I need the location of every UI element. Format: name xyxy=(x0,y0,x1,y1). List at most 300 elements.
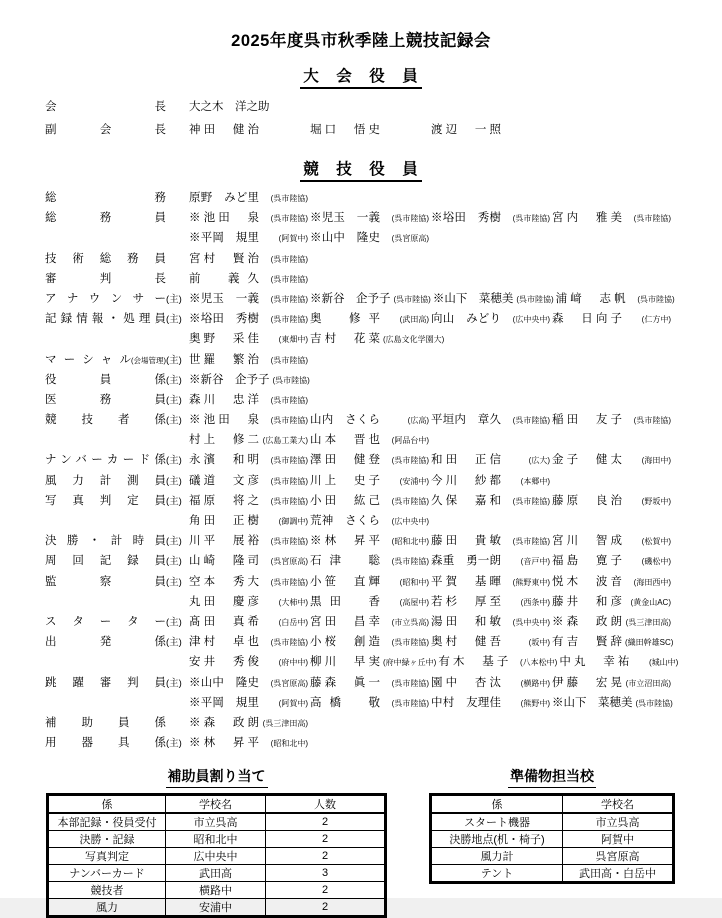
member xyxy=(431,451,552,467)
member-affiliation: (呉市陸協) xyxy=(512,416,550,426)
chief-marker: (主) xyxy=(166,394,182,406)
member-affiliation: (呉市陸協) xyxy=(270,638,308,648)
member-affiliation: (広島文化学園大) xyxy=(383,335,445,345)
member-name: ※山下 菜穂美 xyxy=(432,292,514,305)
member xyxy=(189,371,312,387)
member-name: 中丸 幸祐 xyxy=(559,656,630,669)
member-affiliation: (呉市陸協) xyxy=(512,496,550,506)
member-name: 村上 修二 xyxy=(189,434,259,447)
table-cell: 呉宮原高 xyxy=(563,848,674,865)
member xyxy=(189,98,310,114)
member xyxy=(431,573,552,589)
member-name: 奥野 采佳 xyxy=(189,333,259,346)
role-text: 決勝・計時員 xyxy=(45,535,166,548)
member-name: 稲田 友子 xyxy=(552,414,622,427)
chief-marker: (主) xyxy=(166,616,182,628)
members-line xyxy=(189,310,673,326)
members-line xyxy=(189,552,673,568)
role-text: 記録情報・処理員 xyxy=(45,313,166,326)
members-line xyxy=(189,351,310,367)
member-name: ※林 昇平 xyxy=(310,535,380,548)
role-note: (会場管理) xyxy=(131,355,166,365)
chief-marker: (主) xyxy=(166,637,182,649)
chief-marker: (主) xyxy=(166,314,182,326)
member xyxy=(431,593,552,609)
member-name: 石津 聡 xyxy=(310,555,380,568)
member xyxy=(189,512,310,528)
chief-marker: (主) xyxy=(166,293,182,305)
table-cell: 広中央中 xyxy=(166,848,266,865)
member xyxy=(552,674,673,690)
member xyxy=(438,653,559,669)
table-cell: ナンバーカード xyxy=(48,865,166,882)
member xyxy=(310,613,431,629)
member-affiliation: (呉市陸協) xyxy=(270,194,308,203)
member xyxy=(189,189,310,205)
member xyxy=(552,593,673,609)
member-affiliation: (呉市陸協) xyxy=(512,537,550,547)
official-row xyxy=(45,209,712,229)
role-text: 用器具係 xyxy=(45,737,166,750)
member-affiliation: (呉市陸協) xyxy=(270,274,308,284)
official-row xyxy=(45,472,712,492)
role-text: 会長 xyxy=(45,101,166,113)
member-name: 山本 晋也 xyxy=(310,434,380,447)
member-affiliation: (呉市陸協) xyxy=(270,294,308,304)
member-name: 角田 正樹 xyxy=(189,515,259,527)
member xyxy=(431,532,552,548)
role-text: 写真判定員 xyxy=(45,494,166,507)
member-name: 森川 忠洋 xyxy=(189,393,259,406)
members-line xyxy=(189,229,431,245)
members-line xyxy=(189,613,673,629)
section-heading-meet-officials xyxy=(0,64,722,89)
member xyxy=(310,290,433,306)
official-row xyxy=(45,573,712,593)
member-name: 礒道 文彦 xyxy=(189,474,259,487)
member-name: 永濱 和明 xyxy=(189,454,259,467)
members-line xyxy=(189,98,310,114)
members-line xyxy=(189,371,312,387)
official-row xyxy=(45,613,712,633)
member xyxy=(310,472,431,488)
member xyxy=(559,653,680,669)
member-affiliation: (呉市陸協) xyxy=(270,315,308,325)
official-row xyxy=(45,229,712,249)
official-row xyxy=(45,391,712,411)
member xyxy=(189,121,310,137)
member-name: 有吉 賢辞 xyxy=(552,636,622,649)
official-row xyxy=(45,250,712,270)
member-affiliation: (昭和北中) xyxy=(270,739,308,749)
member-name: 宮村 賢治 xyxy=(189,252,259,265)
official-row xyxy=(45,492,712,512)
member-name: 世羅 繁治 xyxy=(189,353,259,366)
member-affiliation: (音戸中) xyxy=(520,557,550,567)
table-row xyxy=(431,813,674,831)
member xyxy=(189,250,310,266)
member xyxy=(189,694,310,710)
member xyxy=(189,391,310,407)
member-name: ※森 政朗 xyxy=(189,716,259,729)
chief-marker: (主) xyxy=(166,475,182,487)
member-name: 向山 みどり xyxy=(431,313,501,326)
member xyxy=(310,674,431,690)
member-affiliation: (高屋中) xyxy=(399,597,429,607)
member xyxy=(189,451,310,467)
members-line xyxy=(189,290,677,306)
members-line xyxy=(189,573,673,589)
official-row xyxy=(45,734,712,754)
member-affiliation: (西条中) xyxy=(520,597,550,607)
official-row xyxy=(45,633,712,653)
role-label xyxy=(45,189,166,205)
member xyxy=(189,674,310,690)
table-cell: 市立呉高 xyxy=(166,813,266,831)
member-name: 森重 勇一朗 xyxy=(431,555,501,568)
member-name: ※児玉 一義 xyxy=(310,212,380,225)
member-name: 澤田 健登 xyxy=(310,454,380,467)
members-line xyxy=(189,593,673,609)
member-affiliation: (呉市陸協) xyxy=(270,476,308,486)
role-label xyxy=(45,371,166,387)
member-affiliation: (東畑中) xyxy=(278,335,308,345)
member-affiliation: (安浦中) xyxy=(399,476,429,486)
table-cell: 本部記録・役員受付 xyxy=(48,813,166,831)
table-row xyxy=(48,831,386,848)
member xyxy=(310,411,431,427)
member xyxy=(189,431,310,447)
role-text: ナンバーカード係 xyxy=(45,454,166,467)
member-affiliation: (呉市陸協) xyxy=(633,416,671,426)
assistant-table-title xyxy=(46,766,387,788)
member-affiliation: (城山中) xyxy=(649,658,679,668)
chief-marker: (主) xyxy=(166,354,182,366)
member xyxy=(310,633,431,649)
role-text: 跳躍審判員 xyxy=(45,676,166,689)
official-row xyxy=(45,431,712,451)
member xyxy=(189,653,310,669)
member-affiliation: (呉市陸協) xyxy=(270,416,308,426)
member-name: 悦木 波音 xyxy=(552,575,622,588)
role-text: 総務 xyxy=(45,192,166,204)
member-affiliation: (呉市陸協) xyxy=(270,577,308,587)
member xyxy=(310,451,431,467)
member xyxy=(189,209,310,225)
member-affiliation: (府中中) xyxy=(278,658,308,668)
member-name: 津村 卓也 xyxy=(189,636,259,649)
members-line xyxy=(189,391,310,407)
role-text: 役員係 xyxy=(45,373,166,386)
member-affiliation: (市立呉高) xyxy=(391,617,429,627)
table-cell: 風力計 xyxy=(431,848,563,865)
members-line xyxy=(189,532,673,548)
official-row xyxy=(45,411,712,431)
member-affiliation: (黄金山AC) xyxy=(630,597,671,607)
member-name: 藤田 貴敏 xyxy=(431,535,501,548)
table-row xyxy=(431,831,674,848)
member xyxy=(552,613,673,629)
member xyxy=(310,330,446,346)
members-line xyxy=(189,121,552,137)
equipment-table-title-text: 準備物担当校 xyxy=(508,766,596,788)
table-body xyxy=(431,813,674,883)
member-name: ※森 政朗 xyxy=(552,615,622,628)
member-name: 金子 健太 xyxy=(552,454,622,467)
role-label xyxy=(45,351,166,367)
official-row xyxy=(45,674,712,694)
member-affiliation: (呉市陸協) xyxy=(633,214,671,224)
member-name: ※平岡 規里 xyxy=(189,232,259,245)
member-name: 藤井 和彦 xyxy=(552,595,622,608)
chief-marker: (主) xyxy=(166,495,182,507)
members-line xyxy=(189,189,310,205)
member-affiliation: (市立沼田高) xyxy=(625,678,671,688)
member-affiliation: (呉市陸協) xyxy=(270,254,308,264)
member-name: 久保 嘉和 xyxy=(431,494,501,507)
member xyxy=(431,613,552,629)
member-name: ※山中 隆史 xyxy=(310,232,380,245)
role-label xyxy=(45,714,166,730)
members-line xyxy=(189,714,310,730)
role-label xyxy=(45,290,166,306)
role-text: 補助員係 xyxy=(45,716,166,729)
member-affiliation: (阿賀中) xyxy=(278,234,308,244)
member-name: ※﨏田 秀樹 xyxy=(189,313,259,326)
member-name: 宮内 雅美 xyxy=(552,212,622,225)
member xyxy=(310,593,431,609)
member-affiliation: (呉市陸協) xyxy=(270,456,308,466)
member-affiliation: (海田西中) xyxy=(633,577,671,587)
member-affiliation: (呉市陸協) xyxy=(272,375,310,385)
member-affiliation: (白岳中) xyxy=(278,617,308,627)
table-cell: 武田高・白岳中 xyxy=(563,865,674,883)
member-affiliation: (呉市陸協) xyxy=(391,496,429,506)
member xyxy=(310,492,431,508)
member-name: ※﨏田 秀樹 xyxy=(431,212,501,225)
member-affiliation: (広中央中) xyxy=(512,315,550,325)
member-name: 湯田 和敏 xyxy=(431,615,501,628)
members-line xyxy=(189,734,310,750)
table-header-row xyxy=(48,795,386,814)
role-text: 医務員 xyxy=(45,393,166,406)
member-name: 大之木 洋之助 xyxy=(189,101,270,113)
official-row xyxy=(45,552,712,572)
member-name: 浦﨑 志帆 xyxy=(555,292,626,305)
member-affiliation: (阿品台中) xyxy=(391,436,429,446)
document-title: 2025年度呉市秋季陸上競技記録会 xyxy=(231,32,491,50)
assistant-table-title-text: 補助員割り当て xyxy=(166,766,268,788)
member-affiliation: (呉市陸協) xyxy=(391,678,429,688)
role-label xyxy=(45,121,166,137)
member-affiliation: (呉市陸協) xyxy=(512,214,550,224)
members-line xyxy=(189,431,431,447)
member xyxy=(189,351,310,367)
assistant-allocation-block xyxy=(46,766,387,918)
member-affiliation: (呉市陸協) xyxy=(391,638,429,648)
meet-officials-heading: 大 会 役 員 xyxy=(300,64,422,89)
official-row xyxy=(45,351,712,371)
member-name: 小笹 直輝 xyxy=(310,575,380,588)
member-affiliation: (八本松中) xyxy=(520,658,558,668)
member-name: 安井 秀俊 xyxy=(189,656,259,669)
member xyxy=(431,674,552,690)
table-cell: 2 xyxy=(266,882,386,899)
table-cell: 市立呉高 xyxy=(563,813,674,831)
member xyxy=(189,492,310,508)
member-name: 小田 紘己 xyxy=(310,494,380,507)
table-header xyxy=(431,795,674,814)
member-name: 堀口 悟史 xyxy=(310,124,380,136)
member-name: ※児玉 一義 xyxy=(189,292,259,305)
member-name: 平垣内 章久 xyxy=(431,414,501,427)
role-text: 出発係 xyxy=(45,636,166,649)
member xyxy=(189,330,310,346)
role-label xyxy=(45,532,166,548)
chief-marker: (主) xyxy=(166,536,182,548)
member-affiliation: (大柿中) xyxy=(278,597,308,607)
member-affiliation: (仁方中) xyxy=(641,315,671,325)
member xyxy=(310,532,431,548)
member-affiliation: (呉市陸協) xyxy=(270,355,308,365)
member-affiliation: (呉市陸協) xyxy=(391,214,429,224)
member xyxy=(552,694,675,710)
members-line xyxy=(189,674,673,690)
member-name: ※平岡 規里 xyxy=(189,696,259,709)
competition-officials-heading: 競 技 役 員 xyxy=(300,157,422,182)
chief-marker: (主) xyxy=(166,374,182,386)
member xyxy=(552,492,673,508)
member-name: 福島 寛子 xyxy=(552,555,622,568)
role-label xyxy=(45,310,166,326)
role-label xyxy=(45,552,166,568)
role-label xyxy=(45,98,166,114)
member-affiliation: (坂中) xyxy=(528,638,550,648)
official-row xyxy=(45,98,712,121)
official-row xyxy=(45,270,712,290)
member-name: 伊藤 宏晃 xyxy=(552,676,622,689)
member-name: 荒神 さくら xyxy=(310,515,380,527)
table-cell: 2 xyxy=(266,899,386,917)
section-heading-competition-officials xyxy=(0,157,722,182)
member xyxy=(310,209,431,225)
member-name: 神田 健治 xyxy=(189,124,259,136)
member-name: 有木 基子 xyxy=(438,656,509,669)
member-name: 和田 正信 xyxy=(431,454,501,467)
member xyxy=(431,552,552,568)
member xyxy=(189,734,310,750)
role-text: 審判長 xyxy=(45,272,166,285)
table-row xyxy=(48,882,386,899)
table-cell: 3 xyxy=(266,865,386,882)
member xyxy=(310,573,431,589)
member xyxy=(310,512,431,528)
member-affiliation: (広大) xyxy=(528,456,550,466)
table-cell: 競技者 xyxy=(48,882,166,899)
member-name: 今川 紗都 xyxy=(431,474,501,487)
members-line xyxy=(189,512,431,528)
member-affiliation: (呉市陸協) xyxy=(391,698,429,708)
member-name: ※新谷 企予子 xyxy=(189,373,270,386)
member-affiliation: (府中緑ヶ丘中) xyxy=(383,658,437,668)
member-affiliation: (熊野中) xyxy=(520,698,550,708)
member-name: 平賀 基暉 xyxy=(431,575,501,588)
role-label xyxy=(45,391,166,407)
member xyxy=(189,532,310,548)
role-text: 副会長 xyxy=(45,124,166,136)
members-line xyxy=(189,250,310,266)
member-affiliation: (熊野東中) xyxy=(512,577,550,587)
member xyxy=(189,290,310,306)
chief-marker: (主) xyxy=(166,415,182,427)
member-affiliation: (御調中) xyxy=(278,517,308,526)
member xyxy=(310,229,431,245)
member-name: 森 日向子 xyxy=(552,313,622,326)
competition-officials-list xyxy=(45,189,712,754)
role-text: 総務員 xyxy=(45,212,166,225)
member xyxy=(189,714,310,730)
members-line xyxy=(189,209,673,225)
member xyxy=(189,613,310,629)
member-affiliation: (海田中) xyxy=(641,456,671,466)
table-cell: 横路中 xyxy=(166,882,266,899)
member-affiliation: (昭和北中) xyxy=(391,537,429,547)
member xyxy=(552,310,673,326)
member-affiliation: (松賀中) xyxy=(641,537,671,547)
table-cell: 写真判定 xyxy=(48,848,166,865)
member-name: 山崎 隆司 xyxy=(189,555,259,568)
table-header-row xyxy=(431,795,674,814)
member-name: 奥村 健吾 xyxy=(431,636,501,649)
member xyxy=(552,209,673,225)
table-cell: 2 xyxy=(266,813,386,831)
role-label xyxy=(45,674,166,690)
members-line xyxy=(189,694,675,710)
member-name: 中村 友理佳 xyxy=(431,696,501,709)
table-row xyxy=(48,813,386,831)
table-cell: 風力 xyxy=(48,899,166,917)
member xyxy=(431,411,552,427)
member xyxy=(189,472,310,488)
member-affiliation: (呉宮原高) xyxy=(270,678,308,688)
column-header: 学校名 xyxy=(563,795,674,814)
member-affiliation: (呉市陸協) xyxy=(270,214,308,224)
role-text: 風力計測員 xyxy=(45,474,166,487)
member xyxy=(431,310,552,326)
member-affiliation: (磯松中) xyxy=(641,557,671,567)
members-line xyxy=(189,633,675,649)
member xyxy=(433,290,556,306)
official-row xyxy=(45,593,712,613)
member-affiliation: (本郷中) xyxy=(520,476,550,486)
official-row xyxy=(45,512,712,532)
member xyxy=(310,653,438,669)
member-name: 川平 展裕 xyxy=(189,535,259,548)
official-row xyxy=(45,451,712,471)
member-name: 原野 みど里 xyxy=(189,192,259,204)
member-affiliation: (呉宮原高) xyxy=(391,234,429,244)
column-header: 係 xyxy=(48,795,166,814)
member-name: ※新谷 企予子 xyxy=(310,292,391,305)
official-row xyxy=(45,310,712,330)
official-row xyxy=(45,694,712,714)
member-name: ※林 昇平 xyxy=(189,737,259,750)
member xyxy=(189,411,310,427)
members-line xyxy=(189,472,552,488)
table-cell: 2 xyxy=(266,848,386,865)
member-name: 髙田 真希 xyxy=(189,615,259,628)
member xyxy=(189,593,310,609)
